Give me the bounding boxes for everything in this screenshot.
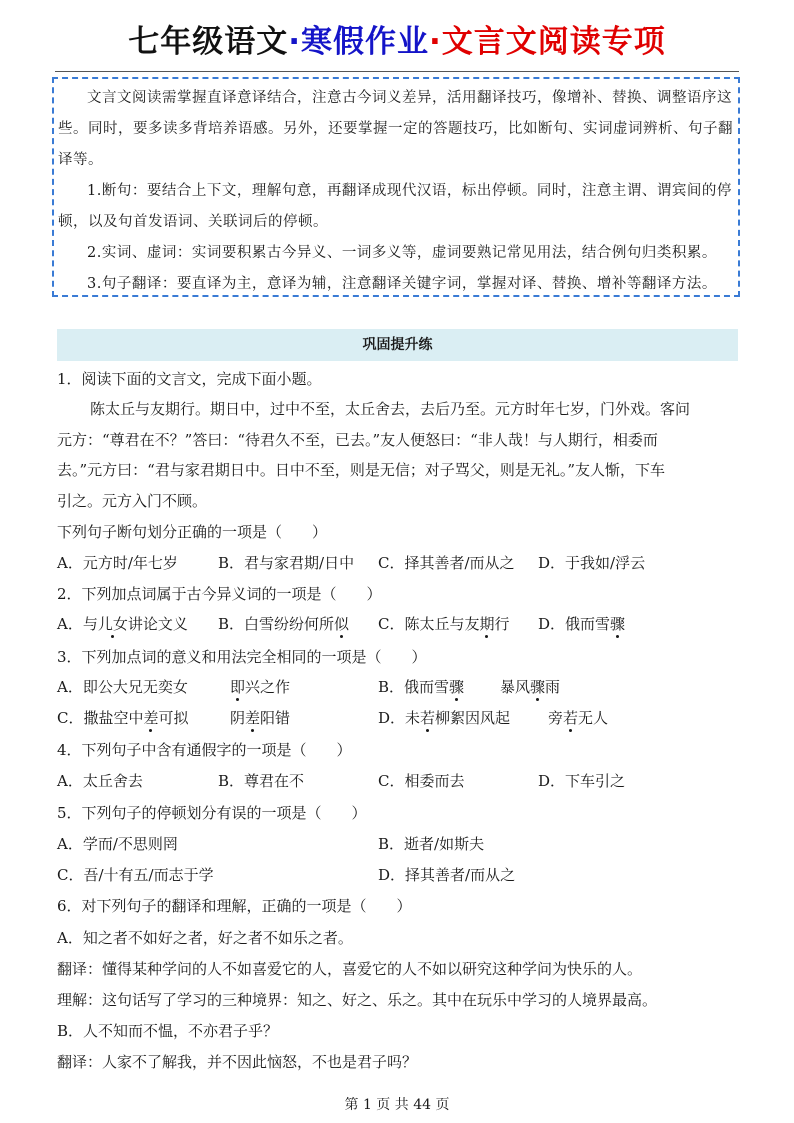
- q2-stem: 2．下列加点词属于古今异义词的一项是（ ）: [57, 585, 382, 603]
- option-text: A．即公大兄无奕女: [57, 678, 188, 696]
- q4-option-c[interactable]: C．相委而去: [378, 772, 465, 790]
- option-text: D．俄而雪: [538, 615, 611, 633]
- dotted-word: 期: [479, 615, 495, 633]
- dotted-word: 差: [245, 709, 261, 727]
- q3-option-b[interactable]: [378, 676, 464, 698]
- option-text: D．未: [378, 709, 421, 727]
- dotted-word: 骤: [610, 615, 626, 633]
- intro-paragraph: 1.断句：要结合上下文，理解句意，再翻译成现代汉语，标出停顿。同时，注意主谓、谓宾间的停顿，以及句首发语词、关联词后的停顿。: [58, 183, 732, 230]
- q3-option-d[interactable]: [378, 707, 510, 729]
- q2-option-a[interactable]: [57, 613, 188, 635]
- title-grade: 七年级语文: [128, 24, 289, 60]
- option-text: 雨: [545, 678, 561, 696]
- dotted-word: 儿女: [97, 615, 128, 633]
- page-footer: 第 1 页 共 44 页: [344, 1097, 450, 1113]
- q1-option-d[interactable]: D．于我如/浮云: [538, 554, 646, 572]
- q3-option-c-pair: [230, 707, 290, 729]
- intro-tips-box: [52, 77, 740, 297]
- dotted-word: 似: [334, 615, 350, 633]
- q6-stem: 6．对下列句子的翻译和理解，正确的一项是（ ）: [57, 897, 412, 915]
- q3-option-b-pair: [500, 676, 560, 698]
- q1-passage-line: 去。”元方曰：“君与家君期日中。日中不至，则是无信；对子骂父，则是无礼。”友人惭，下车: [57, 461, 666, 479]
- q5-stem: 5．下列句子的停顿划分有误的一项是（ ）: [57, 804, 367, 822]
- option-text: 可拟: [158, 709, 189, 727]
- title-divider: [55, 71, 739, 72]
- option-text: 阴: [230, 709, 246, 727]
- q5-option-d[interactable]: D．择其善者/而从之: [378, 866, 516, 884]
- option-text: 阳错: [260, 709, 291, 727]
- q6-translation: 翻译：人家不了解我，并不因此恼怒，不也是君子吗？: [57, 1053, 418, 1071]
- q3-option-c[interactable]: [57, 707, 189, 729]
- q6-understanding: 理解：这句话写了学习的三种境界：知之、好之、乐之。其中在玩乐中学习的人境界最高。: [57, 991, 658, 1009]
- intro-paragraph: 2.实词、虚词：实词要积累古今异义、一词多义等，虚词要熟记常见用法，结合例句归类积累。: [87, 245, 717, 261]
- q3-stem: 3．下列加点词的意义和用法完全相同的一项是（ ）: [57, 648, 427, 666]
- option-text: 讲论文义: [127, 615, 188, 633]
- q4-stem: 4．下列句子中含有通假字的一项是（ ）: [57, 741, 352, 759]
- option-text: 无人: [578, 709, 609, 727]
- option-text: C．陈太丘与友: [378, 615, 480, 633]
- q4-option-a[interactable]: A．太丘舍去: [57, 772, 143, 790]
- q6-option-a[interactable]: A．知之者不如好之者，好之者不如乐之者。: [57, 929, 353, 947]
- option-text: 暴风: [500, 678, 531, 696]
- q4-option-b[interactable]: B．尊君在不: [218, 772, 305, 790]
- q1-sub-question: 下列句子断句划分正确的一项是（ ）: [57, 523, 328, 541]
- q1-passage-line: 陈太丘与友期行。期日中，过中不至，太丘舍去，去后乃至。元方时年七岁，门外戏。客问: [90, 400, 691, 418]
- q3-option-a-pair: [230, 676, 290, 698]
- q3-option-a[interactable]: [57, 676, 188, 698]
- intro-paragraph: 3.句子翻译：要直译为主，意译为辅，注意翻译关键字词，掌握对译、替换、增补等翻译方法。: [87, 276, 717, 292]
- option-text: 行: [494, 615, 510, 633]
- q2-option-d[interactable]: [538, 613, 625, 635]
- dotted-word: 若: [563, 709, 579, 727]
- option-text: A．与: [57, 615, 98, 633]
- dotted-word: 差: [143, 709, 159, 727]
- q1-passage-line: 元方：“尊君在不？”答曰：“待君久不至，已去。”友人便怒曰：“非人哉！与人期行，相委而: [57, 431, 658, 449]
- q1-option-b[interactable]: B．君与家君期/日中: [218, 554, 355, 572]
- option-text: 旁: [548, 709, 564, 727]
- option-text: B．俄而雪: [378, 678, 450, 696]
- dotted-word: 即: [230, 678, 246, 696]
- q5-option-c[interactable]: C．吾/十有五/而志于学: [57, 866, 214, 884]
- dotted-word: 骤: [449, 678, 465, 696]
- section-heading: 巩固提升练: [57, 329, 738, 361]
- q2-option-c[interactable]: [378, 613, 510, 635]
- q6-translation: 翻译：懂得某种学问的人不如喜爱它的人，喜爱它的人不如以研究这种学问为快乐的人。: [57, 960, 643, 978]
- title-topic: 文言文阅读专项: [441, 24, 666, 60]
- option-text: B．白雪纷纷何所: [218, 615, 335, 633]
- option-text: C．撒盐空中: [57, 709, 144, 727]
- q1-stem: 1．阅读下面的文言文，完成下面小题。: [57, 370, 322, 388]
- q5-option-a[interactable]: A．学而/不思则罔: [57, 835, 178, 853]
- dotted-word: 骤: [530, 678, 546, 696]
- q1-option-c[interactable]: C．择其善者/而从之: [378, 554, 515, 572]
- q5-option-b[interactable]: B．逝者/如斯夫: [378, 835, 485, 853]
- q4-option-d[interactable]: D．下车引之: [538, 772, 626, 790]
- intro-paragraph: 文言文阅读需掌握直译意译结合，注意古今词义差异，活用翻译技巧，像增补、替换、调整语序这些。同时，要多读多背培养语感。另外，还要掌握一定的答题技巧，比如断句、实词虚词辨析、句子翻译等。: [58, 90, 733, 168]
- option-text: 柳絮因风起: [435, 709, 511, 727]
- title-sep-1: ·: [288, 24, 301, 60]
- title-homework: 寒假作业: [301, 24, 429, 60]
- q1-passage-line: 引之。元方入门不顾。: [57, 492, 208, 510]
- q2-option-b[interactable]: [218, 613, 349, 635]
- dotted-word: 若: [420, 709, 436, 727]
- page-title: [0, 20, 794, 64]
- q3-option-d-pair: [548, 707, 608, 729]
- option-text: 兴之作: [245, 678, 291, 696]
- title-sep-2: ·: [429, 24, 442, 60]
- q6-option-b[interactable]: B．人不知而不愠，不亦君子乎？: [57, 1022, 279, 1040]
- q1-option-a[interactable]: A．元方时/年七岁: [57, 554, 178, 572]
